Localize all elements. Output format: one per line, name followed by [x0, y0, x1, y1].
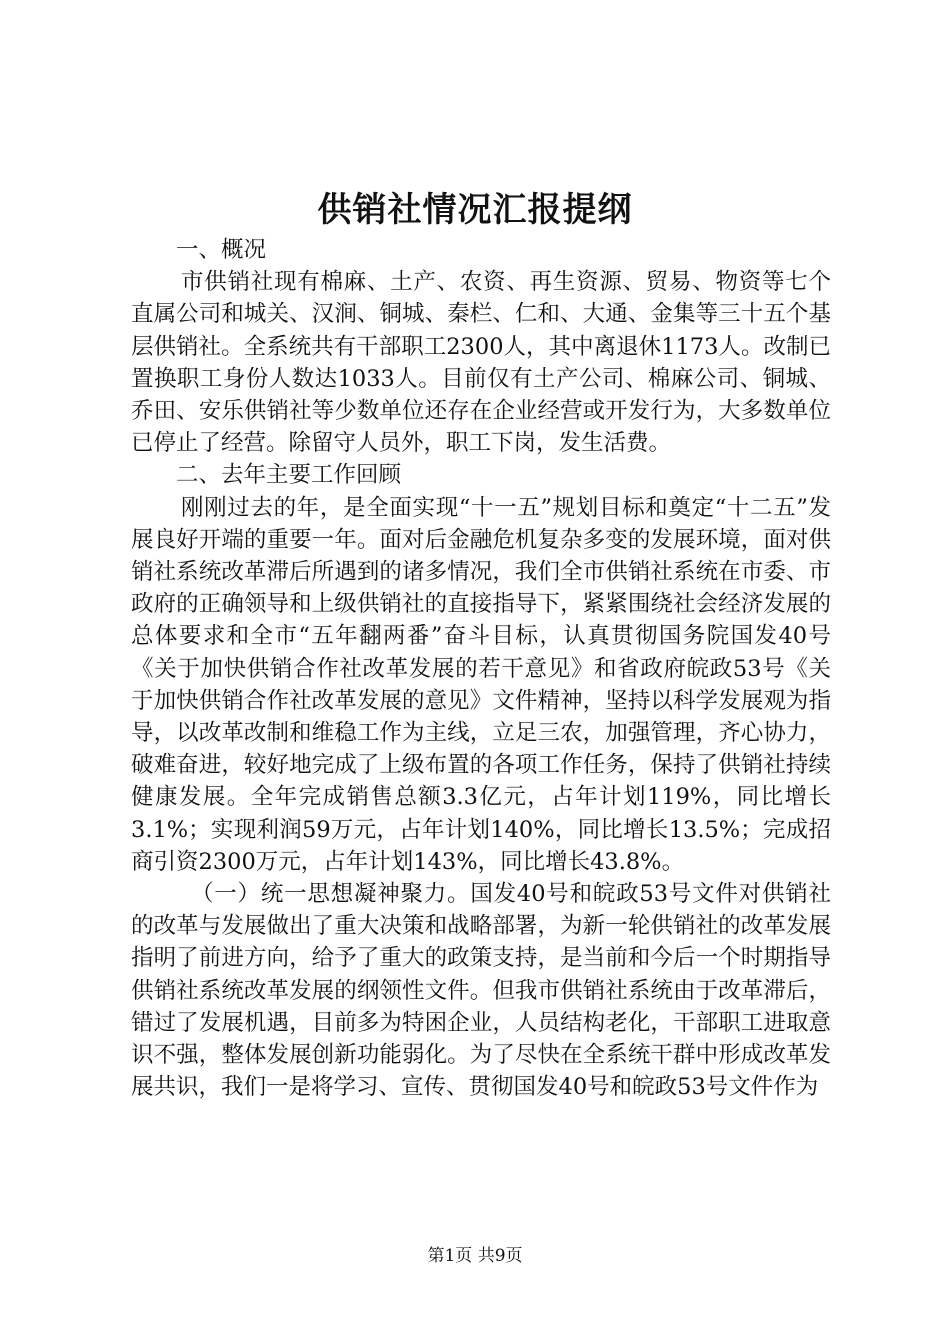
section-heading-overview: 一、概况 — [176, 237, 267, 263]
document-body — [131, 234, 831, 1103]
page-number-footer: 第1页 共9页 — [427, 1246, 523, 1266]
paragraph-unify-thought: （一）统一思想凝神聚力。国发40号和皖政53号文件对供销社的改革与发展做出了重大决策和战略部署，为新一轮供销社的改革发展指明了前进方向，给予了重大的政策支持，是当前和今后一个时期指导供销社系统改革发展的纲领性文件。但我市供销社系统由于改革滞后，错过了发展机遇，目前多为特困企业，人员结构老化，干部职工进取意识不强，整体发展创新功能弱化。为了尽快在全系统干群中形成改革发展共识，我们一是将学习、宣传、贯彻国发40号和皖政53号文件作为 — [131, 881, 831, 1101]
section-heading-review: 二、去年主要工作回顾 — [176, 462, 402, 489]
paragraph-overview: 市供销社现有棉麻、土产、农资、再生资源、贸易、物资等七个直属公司和城关、汉涧、铜城、秦栏、仁和、大通、金集等三十五个基层供销社。全系统共有干部职工2300人，其中离退休1173人。改制已置换职工身份人数达1033人。目前仅有土产公司、棉麻公司、铜城、乔田、安乐供销社等少数单位还存在企业经营或开发行为，大多数单位已停止了经营。除留守人员外，职工下岗，发生活费。 — [131, 269, 831, 457]
document-title: 供销社情况汇报提纲 — [317, 190, 633, 230]
paragraph-review: 刚刚过去的年，是全面实现“十一五”规划目标和奠定“十二五”发展良好开端的重要一年。面对后金融危机复杂多变的发展环境，面对供销社系统改革滞后所遇到的诸多情况，我们全市供销社系统在市委、市政府的正确领导和上级供销社的直接指导下，紧紧围绕社会经济发展的总体要求和全市“五年翻两番”奋斗目标，认真贯彻国务院国发40号《关于加快供销合作社改革发展的若干意见》和省政府皖政53号《关于加快供销合作社改革发展的意见》文件精神，坚持以科学发展观为指导，以改革改制和维稳工作为主线，立足三农，加强管理，齐心协力，破难奋进，较好地完成了上级布置的各项工作任务，保持了供销社持续健康发展。全年完成销售总额3.3亿元，占年计划119%，同比增长3.1%；实现利润59万元，占年计划140%，同比增长13.5%；完成招商引资2300万元，占年计划143%，同比增长43.8%。 — [131, 494, 831, 875]
